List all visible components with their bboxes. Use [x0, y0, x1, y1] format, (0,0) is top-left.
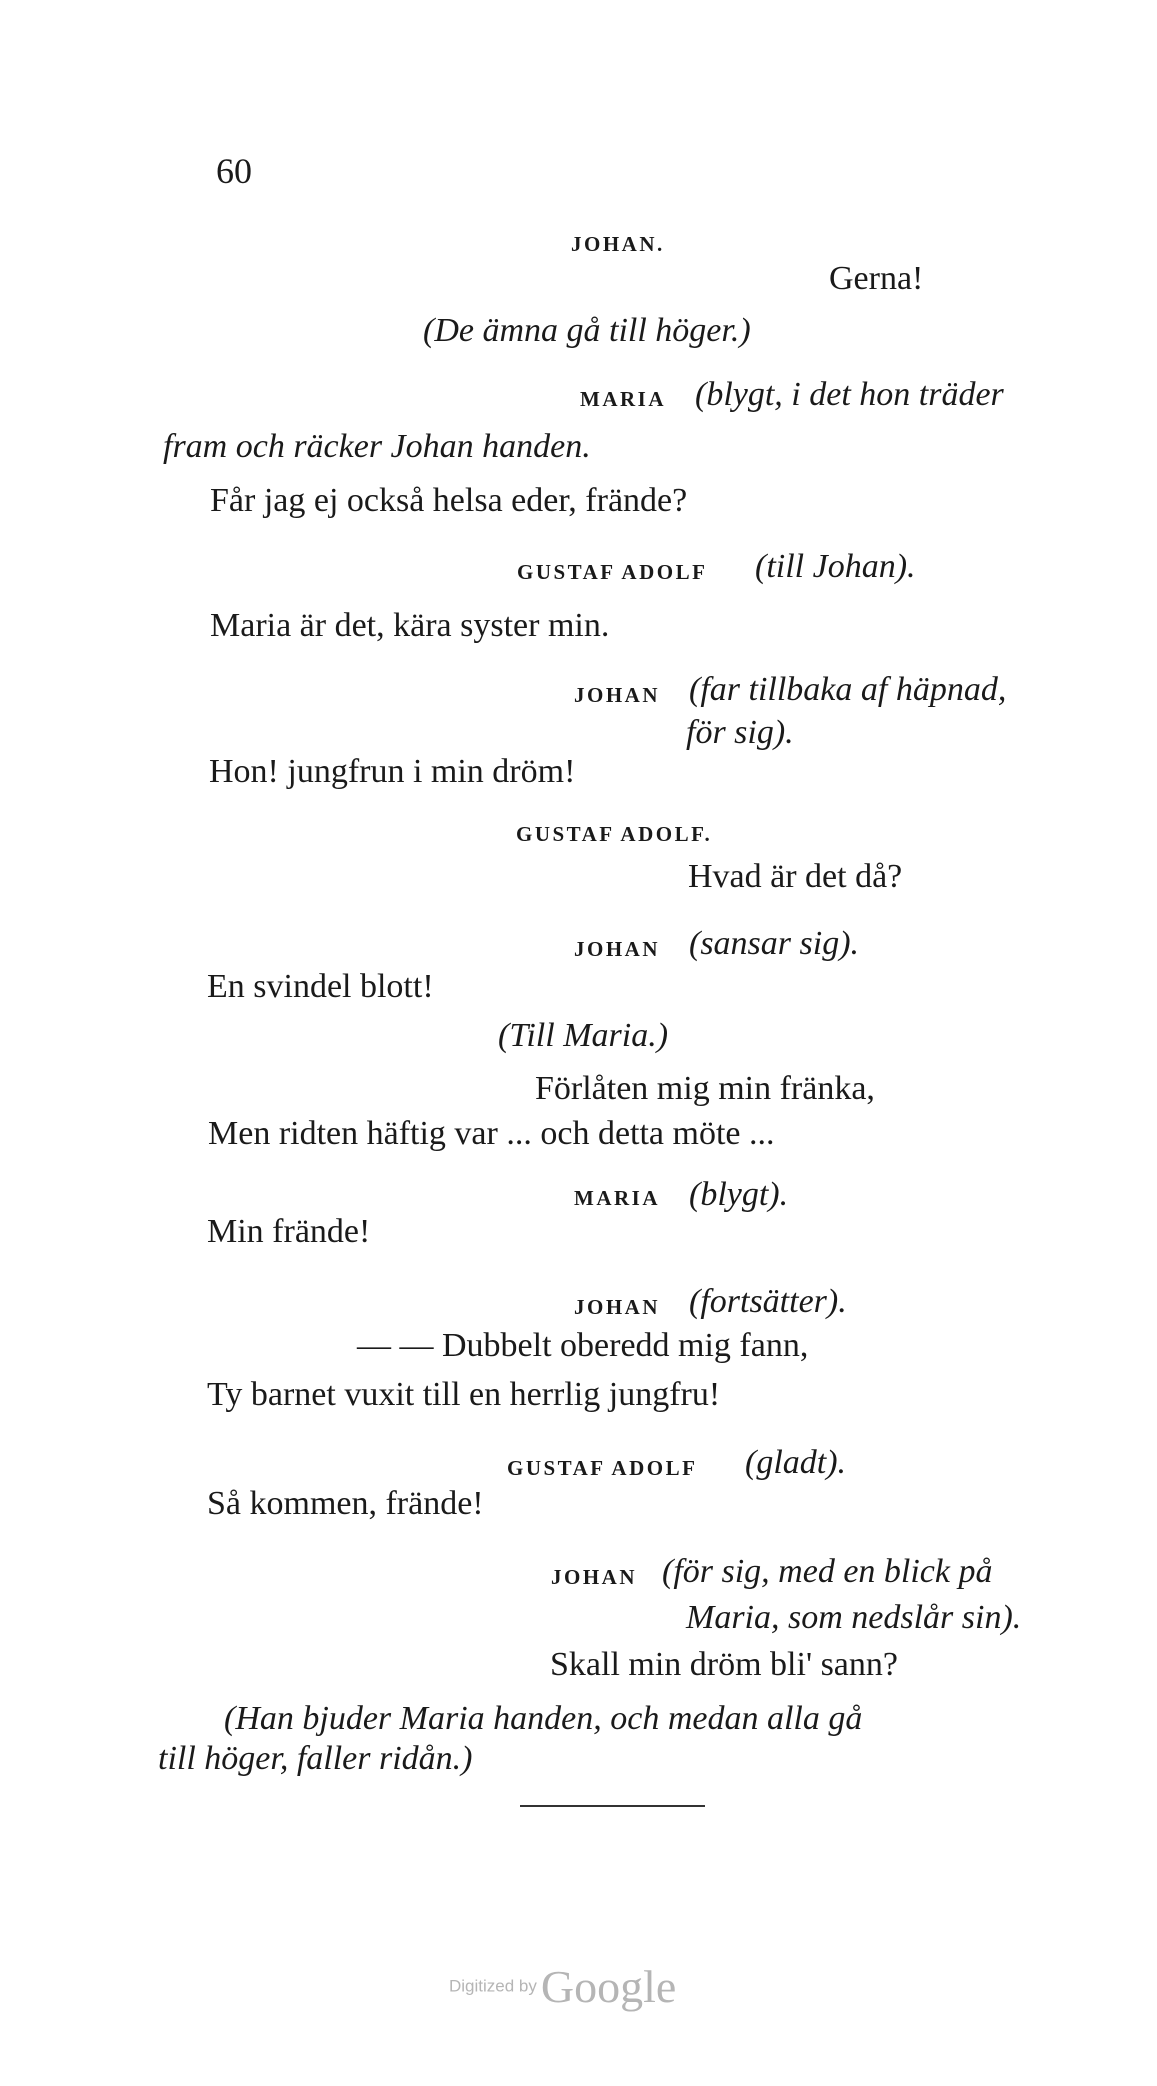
verse-line: En svindel blott!: [207, 968, 434, 1005]
digitized-by-google-watermark: [449, 1960, 676, 2013]
verse-line: Så kommen, frände!: [207, 1485, 484, 1522]
verse-line: Hon! jungfrun i min dröm!: [209, 753, 576, 790]
stage-direction: (Han bjuder Maria handen, och medan alla gå: [224, 1700, 863, 1737]
speaker-name: MARIA: [580, 387, 666, 411]
speaker-name: GUSTAF ADOLF: [507, 1456, 698, 1480]
stage-direction: (till Johan).: [755, 548, 916, 585]
stage-direction: (far tillbaka af häpnad,: [689, 671, 1007, 708]
stage-direction: (De ämna gå till höger.): [423, 312, 751, 349]
stage-direction: (fortsätter).: [689, 1283, 847, 1320]
verse-line: Hvad är det då?: [688, 858, 903, 895]
stage-direction: (blygt, i det hon träder: [695, 376, 1004, 413]
verse-line: Skall min dröm bli' sann?: [550, 1646, 898, 1683]
verse-line: Min frände!: [207, 1213, 371, 1250]
google-logo: Google: [540, 1961, 677, 2012]
stage-direction: (för sig, med en blick på: [662, 1553, 993, 1590]
stage-direction: till höger, faller ridån.): [158, 1740, 473, 1777]
stage-direction: för sig).: [686, 714, 794, 751]
speaker-name: JOHAN.: [571, 232, 665, 256]
speaker-name: GUSTAF ADOLF.: [516, 822, 713, 846]
verse-line: Gerna!: [829, 260, 924, 297]
stage-direction: fram och räcker Johan handen.: [163, 428, 591, 465]
verse-line: Men ridten häftig var ... och detta möte ...: [208, 1115, 775, 1152]
speaker-name: JOHAN: [551, 1565, 637, 1589]
page-number: 60: [216, 151, 252, 191]
stage-direction: (sansar sig).: [689, 925, 860, 962]
digitized-by-label: Digitized by: [449, 1976, 537, 1996]
stage-direction: Maria, som nedslår sin).: [686, 1599, 1022, 1636]
end-rule: [520, 1805, 705, 1807]
verse-line: Förlåten mig min fränka,: [535, 1070, 875, 1107]
stage-direction: (Till Maria.): [498, 1017, 669, 1054]
verse-line: Ty barnet vuxit till en herrlig jungfru!: [207, 1376, 721, 1413]
verse-line: Får jag ej också helsa eder, frände?: [210, 482, 688, 519]
stage-direction: (blygt).: [689, 1176, 789, 1213]
speaker-name: JOHAN: [574, 937, 660, 961]
speaker-name: MARIA: [574, 1186, 660, 1210]
speaker-name: GUSTAF ADOLF: [517, 560, 708, 584]
verse-line: — — Dubbelt oberedd mig fann,: [357, 1327, 809, 1364]
speaker-name: JOHAN: [574, 683, 660, 707]
stage-direction: (gladt).: [745, 1444, 847, 1481]
verse-line: Maria är det, kära syster min.: [210, 607, 610, 644]
speaker-name: JOHAN: [574, 1295, 660, 1319]
